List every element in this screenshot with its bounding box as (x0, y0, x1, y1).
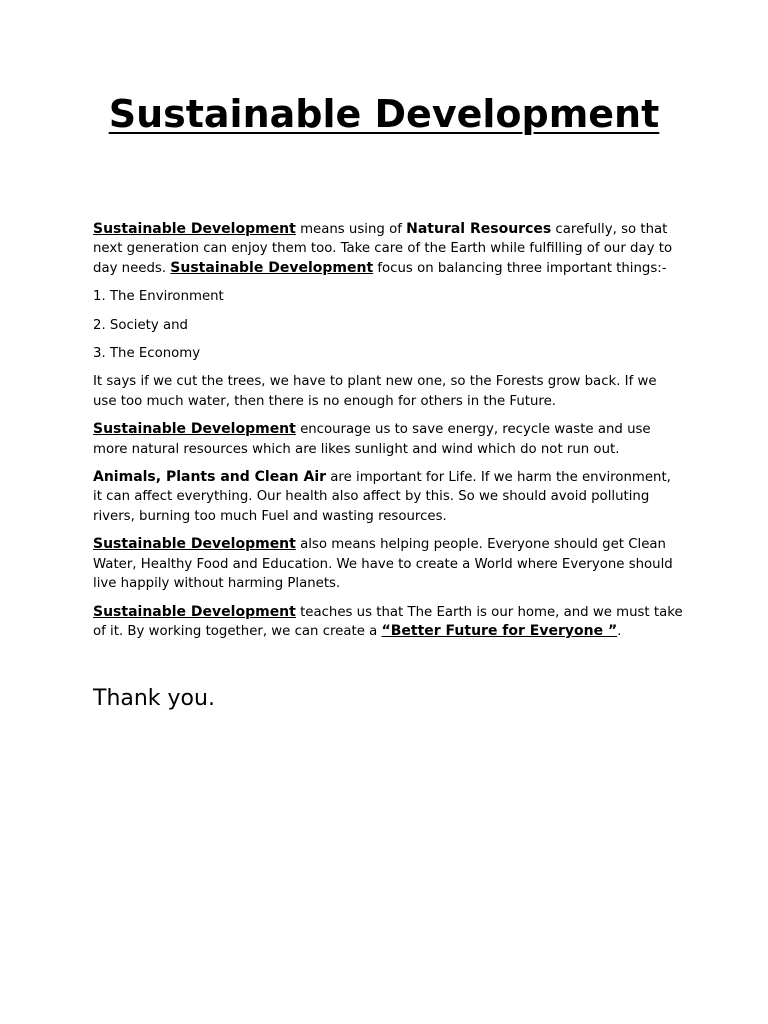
list-item-economy: 3. The Economy (93, 346, 201, 362)
paragraph-text: . (617, 623, 622, 639)
intro-paragraph (93, 220, 683, 278)
keyword-sustainable-development: Sustainable Development (170, 259, 374, 276)
keyword-better-future: “Better Future for Everyone ” (381, 622, 618, 639)
conclusion-paragraph (93, 603, 683, 642)
paragraph-text: encourage us to save energy, recycle waste and use more natural resources which are likes sunlight and wind which do not run out. (93, 422, 651, 457)
trees-water-paragraph: It says if we cut the trees, we have to plant new one, so the Forests grow back. If we use too much water, then there is no enough for others in the Future. (93, 374, 657, 409)
paragraph-text: are important for Life. If we harm the environment, it can affect everything. Our health also affect by this. So we should avoid polluting rivers, burning too much Fuel and wasting resources. (93, 470, 671, 524)
keyword-sustainable-development: Sustainable Development (93, 221, 296, 237)
document-body (93, 220, 683, 650)
keyword-sustainable-development: Sustainable Development (93, 603, 296, 620)
list-item-environment: 1. The Environment (93, 289, 224, 305)
helping-people-paragraph (93, 535, 683, 593)
paragraph-text: teaches us that The Earth is our home, and we must take of it. By working together, we can create a (93, 604, 683, 639)
keyword-animals-plants-clean-air: Animals, Plants and Clean Air (93, 469, 327, 486)
keyword-sustainable-development: Sustainable Development (93, 536, 296, 553)
paragraph-text: focus on balancing three important things:- (373, 260, 667, 276)
environment-paragraph (93, 468, 683, 526)
keyword-sustainable-development: Sustainable Development (93, 421, 296, 438)
list-item-society: 2. Society and (93, 317, 188, 333)
keyword-natural-resources: Natural Resources (406, 221, 552, 237)
paragraph-text: carefully, so that next generation can enjoy them too. Take care of the Earth while fulfilling of our day to day needs. (93, 222, 673, 276)
closing-text: Thank you. (93, 686, 215, 711)
energy-paragraph (93, 420, 683, 459)
paragraph-text: means using of (295, 222, 407, 237)
paragraph-text: also means helping people. Everyone should get Clean Water, Healthy Food and Education. We have to create a World where Everyone should live happily without harming Planets. (93, 537, 673, 592)
document-title: Sustainable Development (108, 92, 660, 136)
